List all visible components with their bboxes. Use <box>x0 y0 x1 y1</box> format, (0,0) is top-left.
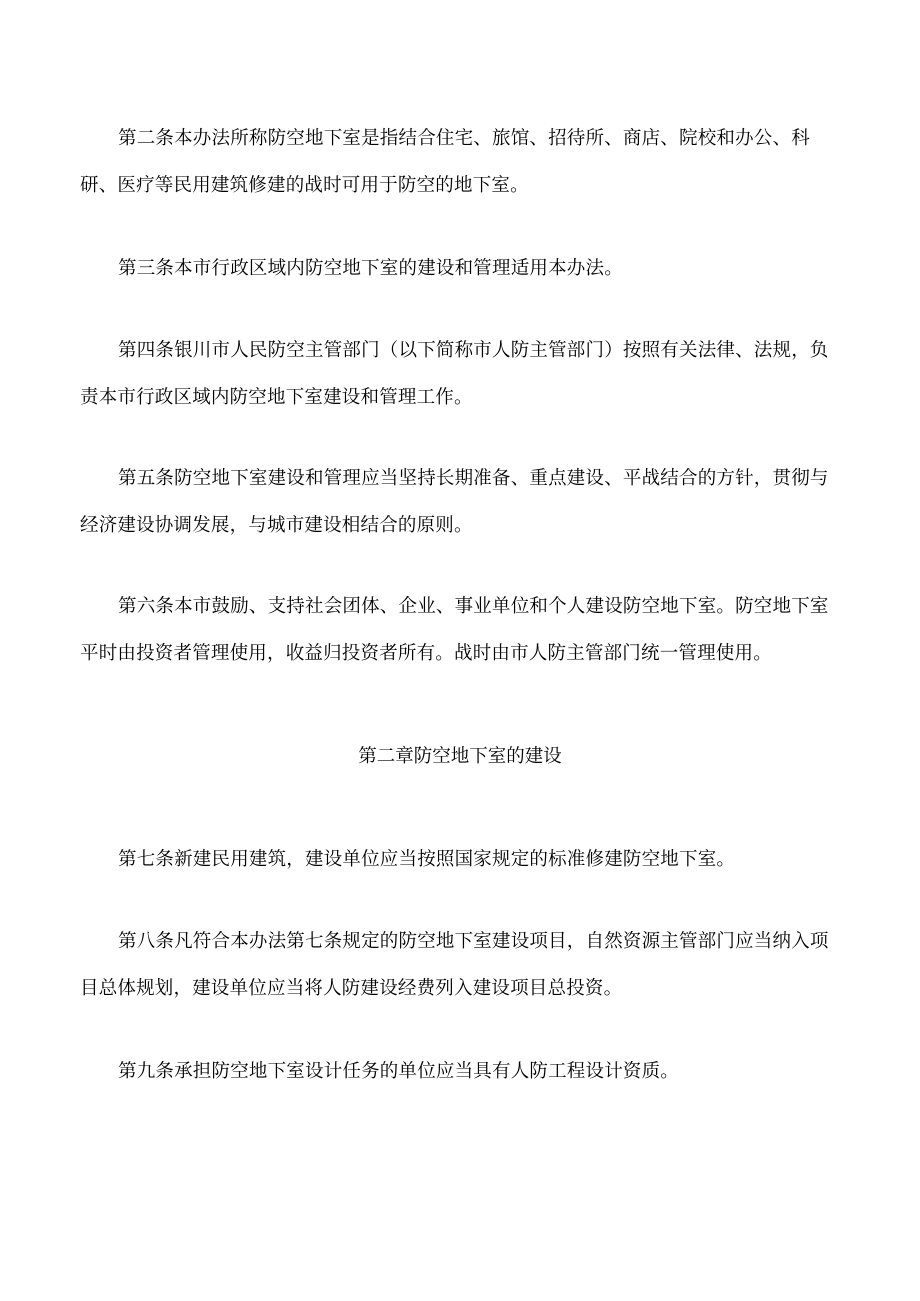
article-4-paragraph: 第四条银川市人民防空主管部门（以下简称市人防主管部门）按照有关法律、法规，负责本市行政区域内防空地下室建设和管理工作。 <box>80 340 829 408</box>
article-3-paragraph: 第三条本市行政区域内防空地下室的建设和管理适用本办法。 <box>118 258 623 279</box>
article-7-paragraph: 第七条新建民用建筑，建设单位应当按照国家规定的标准修建防空地下室。 <box>118 849 736 870</box>
article-5-paragraph: 第五条防空地下室建设和管理应当坚持长期准备、重点建设、平战结合的方针，贯彻与经济建设协调发展，与城市建设相结合的原则。 <box>80 468 829 536</box>
article-9-paragraph: 第九条承担防空地下室设计任务的单位应当具有人防工程设计资质。 <box>118 1061 680 1082</box>
chapter-heading: 第二章防空地下室的建设 <box>358 746 562 767</box>
article-2-paragraph: 第二条本办法所称防空地下室是指结合住宅、旅馆、招待所、商店、院校和办公、科研、医疗等民用建筑修建的战时可用于防空的地下室。 <box>80 128 810 196</box>
article-6-paragraph: 第六条本市鼓励、支持社会团体、企业、事业单位和个人建设防空地下室。防空地下室平时由投资者管理使用，收益归投资者所有。战时由市人防主管部门统一管理使用。 <box>80 596 829 664</box>
article-8-paragraph: 第八条凡符合本办法第七条规定的防空地下室建设项目，自然资源主管部门应当纳入项目总体规划，建设单位应当将人防建设经费列入建设项目总投资。 <box>80 931 829 999</box>
